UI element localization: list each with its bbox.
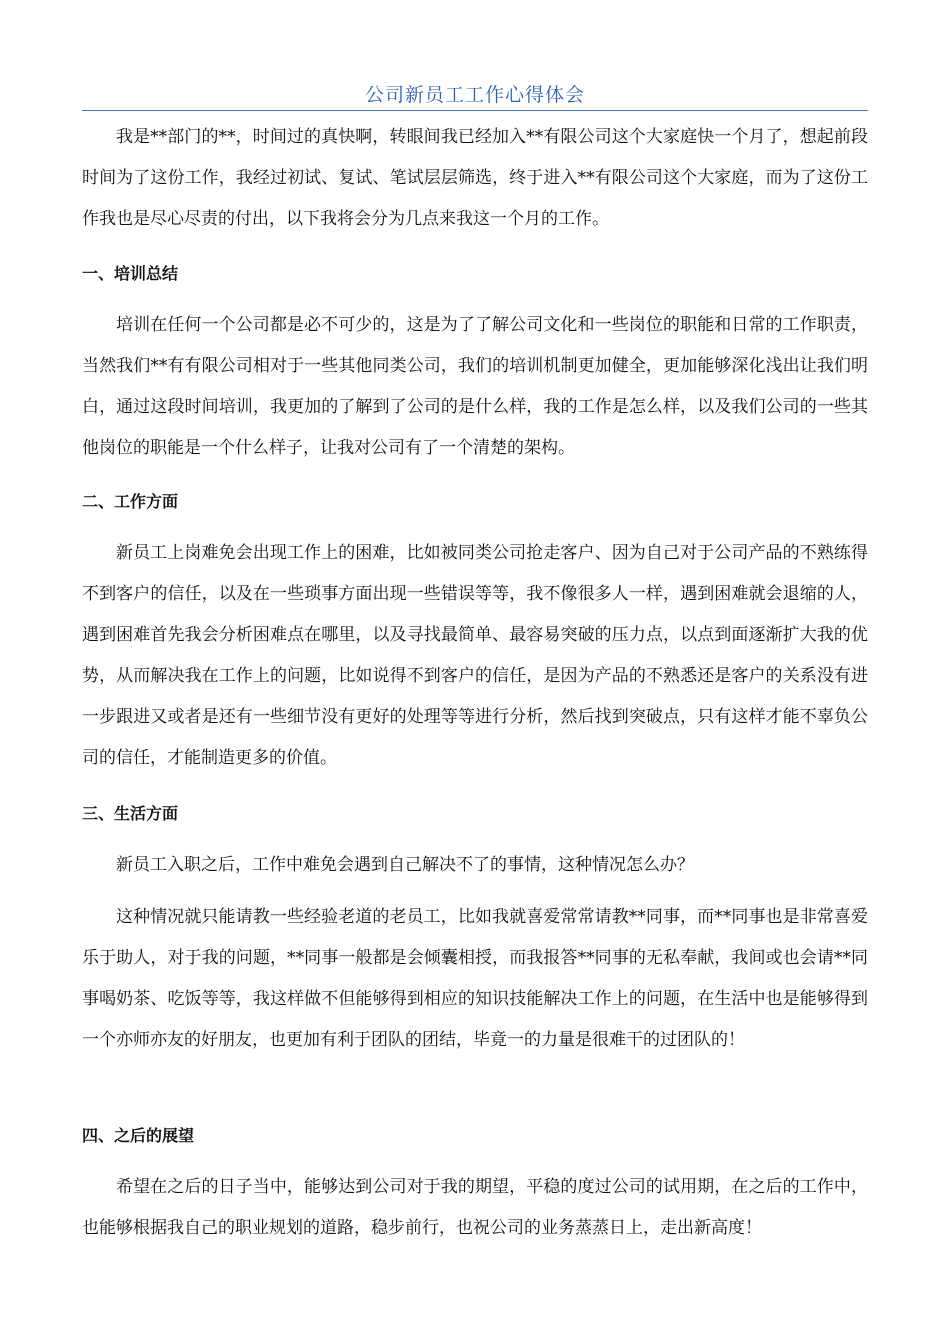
section-heading-outlook: 四、之后的展望 xyxy=(82,1126,195,1145)
section-heading-training: 一、培训总结 xyxy=(82,264,179,283)
section-heading-life: 三、生活方面 xyxy=(82,804,179,823)
work-paragraph: 新员工上岗难免会出现工作上的困难，比如被同类公司抢走客户、因为自己对于公司产品的不熟练得不到客户的信任，以及在一些琐事方面出现一些错误等等，我不像很多人一样，遇到困难就会退缩的人，遇到困难首先我会分析困难点在哪里，以及寻找最简单、最容易突破的压力点，以点到面逐渐扩大我的优势，从而解决我在工作上的问题，比如说得不到客户的信任，是因为产品的不熟悉还是客户的关系没有进一步跟进又或者是还有一些细节没有更好的处理等等进行分析，然后找到突破点，只有这样才能不辜负公司的信任，才能制造更多的价值。 xyxy=(82,543,868,768)
life-paragraph-answer: 这种情况就只能请教一些经验老道的老员工，比如我就喜爱常常请教**同事，而**同事也是非常喜爱乐于助人，对于我的问题，**同事一般都是会倾囊相授，而我报答**同事的无私奉献，我间或也会请**同事喝奶茶、吃饭等等，我这样做不但能够得到相应的知识技能解决工作上的问题，在生活中也是能够得到一个亦师亦友的好朋友，也更加有利于团队的团结，毕竟一的力量是很难干的过团队的！ xyxy=(82,907,868,1050)
title-divider xyxy=(82,110,868,111)
section-heading-work: 二、工作方面 xyxy=(82,492,179,511)
document-title: 公司新员工工作心得体会 xyxy=(364,84,585,106)
training-paragraph: 培训在任何一个公司都是必不可少的，这是为了了解公司文化和一些岗位的职能和日常的工作职责，当然我们**有有限公司相对于一些其他同类公司，我们的培训机制更加健全，更加能够深化浅出让我们明白，通过这段时间培训，我更加的了解到了公司的是什么样，我的工作是怎么样，以及我们公司的一些其他岗位的职能是一个什么样子，让我对公司有了一个清楚的架构。 xyxy=(82,315,868,458)
life-paragraph-question: 新员工入职之后，工作中难免会遇到自己解决不了的事情，这种情况怎么办？ xyxy=(116,855,694,875)
outlook-paragraph: 希望在之后的日子当中，能够达到公司对于我的期望，平稳的度过公司的试用期，在之后的工作中，也能够根据我自己的职业规划的道路，稳步前行，也祝公司的业务蒸蒸日上，走出新高度！ xyxy=(82,1177,868,1238)
intro-paragraph: 我是**部门的**，时间过的真快啊，转眼间我已经加入**有限公司这个大家庭快一个月了，想起前段时间为了这份工作，我经过初试、复试、笔试层层筛选，终于进入**有限公司这个大家庭，而为了这份工作我也是尽心尽责的付出，以下我将会分为几点来我这一个月的工作。 xyxy=(82,127,868,229)
